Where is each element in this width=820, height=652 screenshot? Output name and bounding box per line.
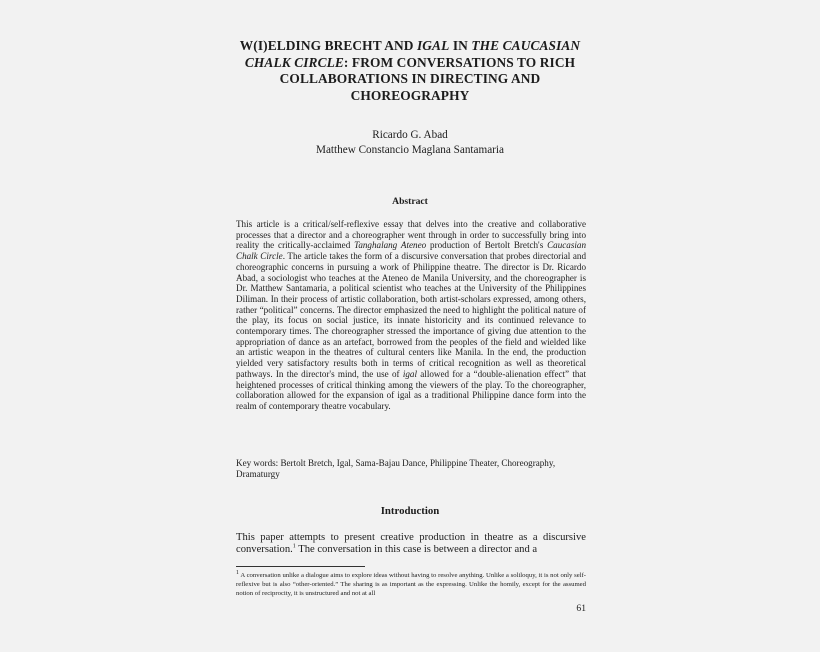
title-italic-1: IGAL bbox=[416, 38, 450, 53]
footnote-marker: 1 bbox=[236, 569, 239, 576]
abstract-heading: Abstract bbox=[392, 196, 428, 207]
abstract-segment: . The article takes the form of a discursive conversation that probes directorial and choreographic concerns in pursuing a work of Philippine theatre. The director is Dr. Ricardo Abad, a sociologist who teaches at the Ateneo de Manila University, and the choreographer is Dr. Matthew Santamaria, a political scientist who teaches at the University of the Philippines Diliman. In their process of artistic collaboration, both artist-scholars expressed, among others, rather “political” concerns. The director emphasized the need to highlight the political nature of the play, its focus on social justice, its innate historicity and its continued relevance to contemporary times. The choreographer stressed the importance of giving due attention to the appropriation of dance as an artefact, borrowed from the peoples of the field and wielded like an artistic weapon in the theatres of cultural centers like Manila. In the end, the production yielded very satisfactory results both in terms of critical recognition as well as theoretical pathways. In the director's mind, the use of bbox=[236, 251, 587, 379]
title-part-2: IN bbox=[449, 38, 472, 53]
footnote-reference[interactable]: 1 bbox=[292, 543, 296, 550]
author-list bbox=[230, 128, 590, 158]
abstract-italic: Caucasian Chalk Circle bbox=[236, 240, 587, 262]
abstract-segment: This article is a critical/self-reflexive essay that delves into the creative and collaborative processes that a director and a choreographer went through in order to successfully bring into reality the critically-acclaimed bbox=[236, 219, 586, 251]
introduction-text bbox=[236, 532, 586, 557]
title-part-3: : FROM CONVERSATIONS TO RICH COLLABORATIONS IN DIRECTING AND CHOREOGRAPHY bbox=[279, 54, 576, 103]
abstract-text bbox=[236, 219, 586, 412]
abstract-segment: allowed for a “double-alienation effect” that heightened processes of critical thinking among the viewers of the play. To the choreographer, collaboration allowed for the expansion of igal as a traditional Philippine dance form into the realm of contemporary theatre vocabulary. bbox=[236, 368, 586, 411]
paper-title bbox=[230, 38, 590, 104]
keywords: Key words: Bertolt Bretch, Igal, Sama-Bajau Dance, Philippine Theater, Choreography, Dramaturgy bbox=[236, 458, 556, 479]
author-name: Ricardo G. Abad bbox=[372, 129, 448, 141]
footnote-divider bbox=[236, 566, 365, 567]
footnote bbox=[236, 569, 586, 598]
author-name: Matthew Constancio Maglana Santamaria bbox=[316, 144, 504, 156]
footnote-text: A conversation unlike a dialogue aims to explore ideas without having to resolve anything. Unlike a soliloquy, it is not only self-reflexive but is also “other-oriented.” The sharing is as important as the expressing. Unlike the homily, except for the assumed notion of reciprocity, it is unstructured and not at all bbox=[236, 572, 586, 597]
page-number: 61 bbox=[576, 603, 586, 614]
title-italic-2: THE CAUCASIAN CHALK CIRCLE bbox=[244, 38, 581, 70]
intro-segment: This paper attempts to present creative production in theatre as a discursive conversation. bbox=[236, 532, 586, 556]
abstract-segment: production of Bertolt Bretch's bbox=[426, 240, 548, 251]
abstract-italic: Tanghalang Ateneo bbox=[354, 240, 427, 251]
intro-segment: The conversation in this case is between a director and a bbox=[295, 544, 538, 556]
title-part-1: W(I)ELDING BRECHT AND bbox=[239, 38, 417, 53]
introduction-heading: Introduction bbox=[380, 505, 440, 517]
abstract-italic: igal bbox=[402, 368, 417, 379]
